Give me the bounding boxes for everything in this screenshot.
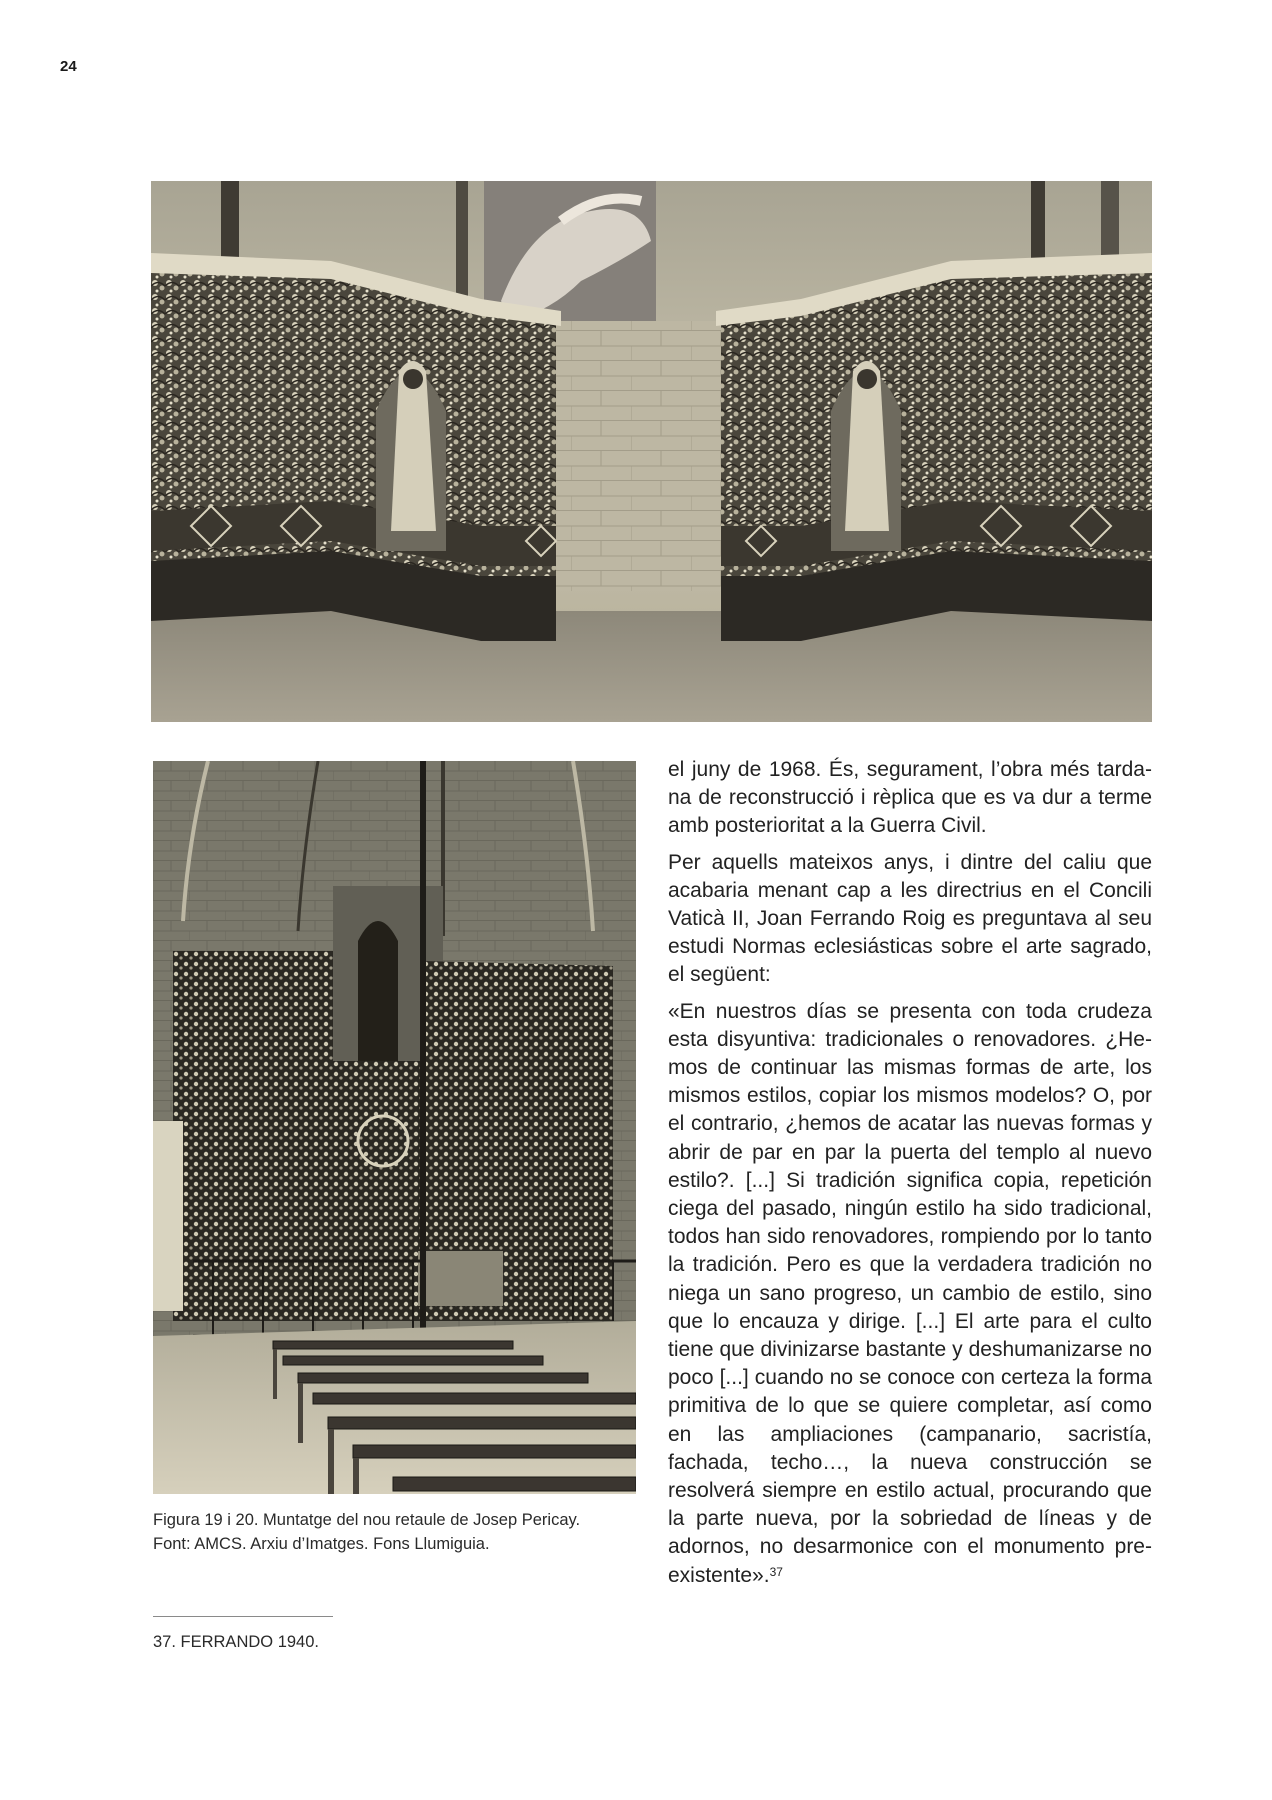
figure-caption: [153, 1508, 637, 1556]
quote-text: «En nuestros días se presenta con toda crudeza esta disyuntiva: tradicionales o renovadores. ¿Hemos de continuar las mismas formas de arte, los mismos estilos, copiar los mismos modelos? O, por el contrario, ¿hemos de acatar las nuevas formas y abrir de par en par la puerta del templo al nuevo estilo?. [...] Si tradición significa copia, repetición ciega del pasado, ningún estilo ha sido tradicional, todos han sido renovadores, rompiendo por lo tanto la tradición. Pero es que la verdadera tradición no niega un sano progreso, un cambio de estilo, sino que lo encauza y dirige. [...] El arte para el culto tiene que divinizarse bastante y deshumanizarse no poco [...] cuando no se conoce con certeza la forma primitiva de lo que se quiere completar, así como en las ampliaciones (campanario, sacristía, fachada, techo…, la nueva construcción se resolverá siempre en estilo actual, procurando que la parte nueva, por la sobriedad de líneas y de adornos, no desarmonice con el monumento preexistente».: [668, 999, 1152, 1587]
block-quote: [668, 998, 1152, 1590]
footnote: 37. FERRANDO 1940.: [153, 1633, 319, 1651]
caption-line: Figura 19 i 20. Muntatge del nou retaule de Josep Pericay.: [153, 1511, 581, 1529]
retable-apse-image: [151, 181, 1152, 722]
body-paragraph: Per aquells mateixos anys, i dintre del caliu que acabaria menant cap a les directrius en el Concili Vaticà II, Joan Ferrando Roig es preguntava al seu estudi Normas eclesiásticas sobre el arte sagrado, el següent:: [668, 850, 1152, 987]
footnote-reference[interactable]: 37: [769, 1564, 783, 1579]
figure-19-photo: [151, 181, 1152, 722]
body-text-column: [668, 756, 1152, 1598]
church-nave-image: [153, 761, 636, 1494]
footnote-divider: [153, 1616, 333, 1617]
figure-20-photo: [153, 761, 636, 1494]
page-number: 24: [60, 58, 77, 75]
body-paragraph: el juny de 1968. És, segurament, l’obra més tardana de reconstrucció i rèplica que es va dur a terme amb posterioritat a la Guerra Civil.: [668, 758, 1152, 838]
caption-source: Font: AMCS. Arxiu d’Imatges. Fons Llumiguia.: [153, 1535, 490, 1553]
